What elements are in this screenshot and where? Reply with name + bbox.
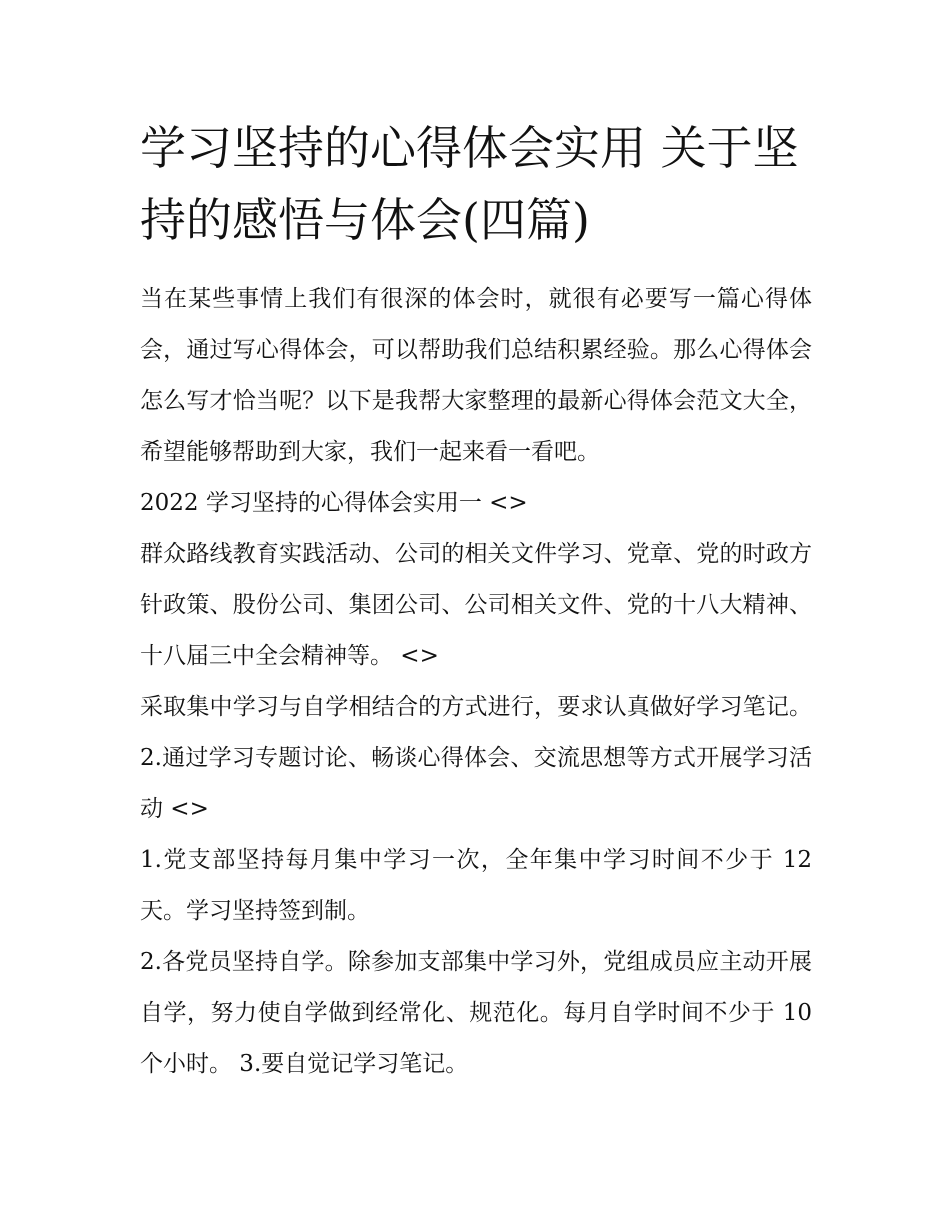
document-title: 学习坚持的心得体会实用 关于坚持的感悟与体会(四篇) (140, 121, 799, 247)
document-page (140, 112, 812, 1090)
paragraph-study-content: 群众路线教育实践活动、公司的相关文件学习、党章、党的时政方针政策、股份公司、集团公司、公司相关文件、党的十八大精神、十八届三中全会精神等。 <> (140, 541, 812, 669)
paragraph-item-2: 2.各党员坚持自学。除参加支部集中学习外，党组成员应主动开展自学，努力使自学做到经常化、规范化。每月自学时间不少于 10 个小时。 3.要自觉记学习笔记。 (140, 949, 812, 1077)
paragraph-intro: 当在某些事情上我们有很深的体会时，就很有必要写一篇心得体会，通过写心得体会，可以帮助我们总结积累经验。那么心得体会怎么写才恰当呢？以下是我帮大家整理的最新心得体会范文大全，希望能够帮助到大家，我们一起来看一看吧。 (140, 286, 812, 465)
paragraph-study-method: 采取集中学习与自学相结合的方式进行，要求认真做好学习笔记。 2.通过学习专题讨论、畅谈心得体会、交流思想等方式开展学习活动 <> (140, 694, 812, 822)
paragraph-item-1: 1.党支部坚持每月集中学习一次，全年集中学习时间不少于 12 天。学习坚持签到制。 (140, 847, 812, 924)
paragraph-section-heading: 2022 学习坚持的心得体会实用一 <> (140, 490, 528, 516)
